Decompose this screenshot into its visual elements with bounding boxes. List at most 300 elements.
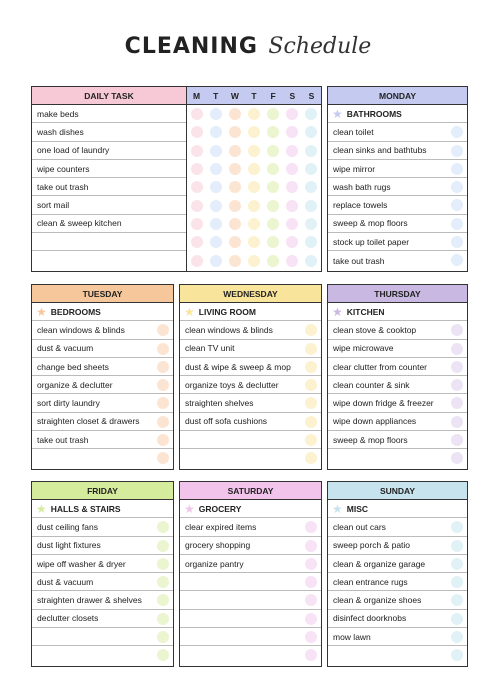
tuesday-task-label: change bed sheets — [37, 361, 109, 372]
day-checkbox[interactable] — [267, 255, 279, 267]
sunday-task-row — [328, 573, 467, 591]
daily-checkbox-row — [187, 105, 321, 123]
monday-task-row — [328, 142, 467, 160]
monday-task-label: clean sinks and bathtubs — [333, 145, 427, 156]
task-checkbox[interactable] — [157, 416, 169, 428]
friday-task-row — [32, 628, 173, 646]
saturday-box — [179, 481, 322, 667]
day-checkbox[interactable] — [248, 255, 260, 267]
sunday-room-label: MISC — [346, 503, 369, 514]
day-checkbox[interactable] — [305, 163, 317, 175]
star-icon: ★ — [184, 304, 195, 319]
day-checkbox[interactable] — [229, 163, 241, 175]
thursday-room-label: KITCHEN — [346, 306, 385, 317]
task-checkbox[interactable] — [451, 434, 463, 446]
wednesday-room-row — [180, 303, 321, 321]
task-checkbox[interactable] — [451, 163, 463, 175]
weekday-label: W — [230, 90, 239, 101]
tuesday-task-row — [32, 449, 173, 467]
task-checkbox[interactable] — [451, 576, 463, 588]
tuesday-task-label: sort dirty laundry — [37, 398, 100, 409]
tuesday-task-row — [32, 394, 173, 412]
day-checkbox[interactable] — [210, 163, 222, 175]
day-checkbox[interactable] — [229, 236, 241, 248]
wednesday-task-list — [180, 303, 321, 468]
day-checkbox[interactable] — [191, 181, 203, 193]
sunday-task-label: clean & organize shoes — [333, 595, 422, 606]
tuesday-room-row — [32, 303, 173, 321]
day-checkbox[interactable] — [286, 218, 298, 230]
daily-task-row — [32, 233, 186, 251]
day-checkbox[interactable] — [248, 108, 260, 120]
wednesday-task-row — [180, 449, 321, 467]
friday-task-row — [32, 537, 173, 555]
wednesday-task-row — [180, 340, 321, 358]
task-checkbox[interactable] — [451, 145, 463, 157]
friday-task-row — [32, 610, 173, 628]
task-checkbox[interactable] — [451, 254, 463, 266]
wednesday-task-label: organize toys & declutter — [185, 379, 279, 390]
day-checkbox[interactable] — [267, 200, 279, 212]
task-checkbox[interactable] — [305, 631, 317, 643]
friday-task-row — [32, 591, 173, 609]
day-checkbox[interactable] — [267, 218, 279, 230]
thursday-header: THURSDAY — [328, 285, 467, 303]
wednesday-task-label: straighten shelves — [185, 398, 254, 409]
daily-task-row — [32, 251, 186, 269]
day-checkbox[interactable] — [286, 181, 298, 193]
sunday-header: SUNDAY — [328, 482, 467, 500]
friday-task-label: declutter closets — [37, 613, 99, 624]
monday-task-label: take out trash — [333, 255, 385, 266]
day-checkbox[interactable] — [191, 145, 203, 157]
day-checkbox[interactable] — [191, 163, 203, 175]
monday-task-row — [328, 215, 467, 233]
day-checkbox[interactable] — [286, 236, 298, 248]
monday-task-row — [328, 123, 467, 141]
day-checkbox[interactable] — [286, 255, 298, 267]
day-checkbox[interactable] — [191, 200, 203, 212]
wednesday-task-label: clean windows & blinds — [185, 324, 273, 335]
day-checkbox[interactable] — [305, 200, 317, 212]
daily-task-row — [32, 160, 186, 178]
thursday-task-label: clear clutter from counter — [333, 361, 428, 372]
tuesday-task-row — [32, 340, 173, 358]
task-checkbox[interactable] — [451, 397, 463, 409]
day-checkbox[interactable] — [229, 145, 241, 157]
title-main: CLEANING — [124, 34, 258, 59]
saturday-task-row — [180, 646, 321, 664]
day-checkbox[interactable] — [267, 108, 279, 120]
sunday-task-label: mow lawn — [333, 631, 371, 642]
wednesday-task-row — [180, 431, 321, 449]
task-checkbox[interactable] — [451, 649, 463, 661]
day-checkbox[interactable] — [248, 236, 260, 248]
day-checkbox[interactable] — [229, 255, 241, 267]
task-checkbox[interactable] — [305, 416, 317, 428]
star-icon: ★ — [36, 501, 47, 516]
thursday-task-label: wipe down appliances — [333, 416, 417, 427]
monday-room-label: BATHROOMS — [346, 108, 402, 119]
thursday-task-row — [328, 376, 467, 394]
page-title — [0, 34, 496, 59]
weekday-label: M — [193, 90, 201, 101]
monday-task-row — [328, 178, 467, 196]
saturday-task-label: grocery shopping — [185, 540, 251, 551]
thursday-task-row — [328, 321, 467, 339]
tuesday-task-label: take out trash — [37, 434, 89, 445]
monday-box — [327, 86, 468, 272]
tuesday-header: TUESDAY — [32, 285, 173, 303]
task-checkbox[interactable] — [157, 558, 169, 570]
star-icon: ★ — [36, 304, 47, 319]
day-checkbox[interactable] — [248, 126, 260, 138]
monday-header: MONDAY — [328, 87, 467, 105]
task-checkbox[interactable] — [157, 324, 169, 336]
weekday-header — [187, 87, 321, 105]
wednesday-box — [179, 284, 322, 470]
daily-checkbox-row — [187, 178, 321, 196]
saturday-header: SATURDAY — [180, 482, 321, 500]
daily-task-label: one load of laundry — [37, 145, 110, 156]
monday-task-list — [328, 105, 467, 270]
thursday-task-label: wipe microwave — [333, 343, 394, 354]
daily-task-row — [32, 215, 186, 233]
daily-checkbox-row — [187, 142, 321, 160]
thursday-task-row — [328, 358, 467, 376]
task-checkbox[interactable] — [305, 343, 317, 355]
task-checkbox[interactable] — [451, 218, 463, 230]
task-checkbox[interactable] — [157, 576, 169, 588]
tuesday-task-row — [32, 321, 173, 339]
sunday-task-label: clean & organize garage — [333, 558, 426, 569]
wednesday-task-row — [180, 358, 321, 376]
day-checkbox[interactable] — [267, 126, 279, 138]
thursday-task-row — [328, 340, 467, 358]
task-checkbox[interactable] — [451, 558, 463, 570]
saturday-room-row — [180, 500, 321, 518]
task-checkbox[interactable] — [305, 379, 317, 391]
wednesday-task-label: clean TV unit — [185, 343, 235, 354]
monday-task-label: wipe mirror — [333, 163, 376, 174]
sunday-task-label: sweep porch & patio — [333, 540, 411, 551]
star-icon: ★ — [184, 501, 195, 516]
friday-task-list — [32, 500, 173, 665]
day-checkbox[interactable] — [210, 200, 222, 212]
daily-task-row — [32, 123, 186, 141]
task-checkbox[interactable] — [451, 181, 463, 193]
saturday-task-row — [180, 628, 321, 646]
task-checkbox[interactable] — [305, 324, 317, 336]
task-checkbox[interactable] — [157, 361, 169, 373]
day-checkbox[interactable] — [286, 126, 298, 138]
thursday-box — [327, 284, 468, 470]
friday-task-label: dust ceiling fans — [37, 521, 98, 532]
wednesday-task-row — [180, 394, 321, 412]
daily-task-label: wipe counters — [37, 163, 90, 174]
tuesday-task-row — [32, 431, 173, 449]
day-checkbox[interactable] — [305, 108, 317, 120]
star-icon: ★ — [332, 501, 343, 516]
daily-checkbox-row — [187, 251, 321, 269]
sunday-box — [327, 481, 468, 667]
thursday-task-row — [328, 394, 467, 412]
saturday-task-row — [180, 610, 321, 628]
friday-header: FRIDAY — [32, 482, 173, 500]
task-checkbox[interactable] — [451, 452, 463, 464]
thursday-task-list — [328, 303, 467, 468]
daily-task-list — [32, 105, 186, 270]
day-checkbox[interactable] — [229, 218, 241, 230]
day-checkbox[interactable] — [229, 126, 241, 138]
wednesday-header: WEDNESDAY — [180, 285, 321, 303]
thursday-task-label: clean stove & cooktop — [333, 324, 417, 335]
day-checkbox[interactable] — [267, 145, 279, 157]
friday-task-label: dust & vacuum — [37, 576, 94, 587]
weekday-label: S — [289, 90, 296, 101]
day-checkbox[interactable] — [229, 181, 241, 193]
tuesday-task-label: dust & vacuum — [37, 343, 94, 354]
tuesday-task-label: straighten closet & drawers — [37, 416, 140, 427]
sunday-task-row — [328, 537, 467, 555]
star-icon: ★ — [332, 106, 343, 121]
task-checkbox[interactable] — [157, 379, 169, 391]
task-checkbox[interactable] — [305, 649, 317, 661]
task-checkbox[interactable] — [451, 236, 463, 248]
day-checkbox[interactable] — [286, 108, 298, 120]
day-checkbox[interactable] — [305, 126, 317, 138]
friday-task-row — [32, 555, 173, 573]
day-checkbox[interactable] — [267, 181, 279, 193]
task-checkbox[interactable] — [305, 434, 317, 446]
tuesday-box — [31, 284, 174, 470]
day-checkbox[interactable] — [210, 145, 222, 157]
day-checkbox[interactable] — [267, 163, 279, 175]
thursday-room-row — [328, 303, 467, 321]
monday-task-label: clean toilet — [333, 126, 374, 137]
sunday-task-row — [328, 646, 467, 664]
day-checkbox[interactable] — [286, 145, 298, 157]
task-checkbox[interactable] — [451, 324, 463, 336]
task-checkbox[interactable] — [305, 558, 317, 570]
task-checkbox[interactable] — [157, 594, 169, 606]
weekday-label: T — [251, 90, 257, 101]
task-checkbox[interactable] — [451, 416, 463, 428]
weekday-label: S — [308, 90, 315, 101]
friday-room-label: HALLS & STAIRS — [50, 503, 121, 514]
daily-task-label: make beds — [37, 108, 79, 119]
daily-checkbox-grid — [187, 105, 321, 270]
daily-checkbox-row — [187, 196, 321, 214]
thursday-task-label: wipe down fridge & freezer — [333, 398, 434, 409]
daily-task-row — [32, 142, 186, 160]
tuesday-task-row — [32, 376, 173, 394]
saturday-task-row — [180, 555, 321, 573]
day-checkbox[interactable] — [305, 218, 317, 230]
task-checkbox[interactable] — [305, 576, 317, 588]
task-checkbox[interactable] — [305, 397, 317, 409]
monday-task-row — [328, 160, 467, 178]
task-checkbox[interactable] — [305, 361, 317, 373]
day-checkbox[interactable] — [191, 126, 203, 138]
task-checkbox[interactable] — [305, 521, 317, 533]
daily-task-header: DAILY TASK — [32, 87, 186, 105]
daily-task-row — [32, 178, 186, 196]
wednesday-task-row — [180, 321, 321, 339]
wednesday-task-row — [180, 376, 321, 394]
task-checkbox[interactable] — [157, 631, 169, 643]
day-checkbox[interactable] — [191, 108, 203, 120]
friday-task-label: straighten drawer & shelves — [37, 595, 142, 606]
tuesday-room-label: BEDROOMS — [50, 306, 101, 317]
task-checkbox[interactable] — [451, 343, 463, 355]
sunday-task-label: clean entrance rugs — [333, 576, 408, 587]
monday-room-row — [328, 105, 467, 123]
task-checkbox[interactable] — [451, 540, 463, 552]
day-checkbox[interactable] — [267, 236, 279, 248]
saturday-task-row — [180, 591, 321, 609]
day-checkbox[interactable] — [210, 126, 222, 138]
task-checkbox[interactable] — [451, 521, 463, 533]
monday-task-label: sweep & mop floors — [333, 218, 408, 229]
saturday-task-row — [180, 537, 321, 555]
monday-task-row — [328, 251, 467, 269]
title-script: Schedule — [268, 34, 372, 59]
task-checkbox[interactable] — [157, 613, 169, 625]
day-checkbox[interactable] — [305, 145, 317, 157]
daily-task-row — [32, 105, 186, 123]
task-checkbox[interactable] — [451, 379, 463, 391]
daily-checkbox-row — [187, 160, 321, 178]
daily-task-label: wash dishes — [37, 126, 84, 137]
daily-task-box — [31, 86, 322, 272]
day-checkbox[interactable] — [191, 236, 203, 248]
day-checkbox[interactable] — [191, 255, 203, 267]
task-checkbox[interactable] — [157, 540, 169, 552]
thursday-task-label: sweep & mop floors — [333, 434, 408, 445]
daily-task-label: sort mail — [37, 200, 70, 211]
weekday-label: T — [213, 90, 219, 101]
daily-task-label: clean & sweep kitchen — [37, 218, 122, 229]
monday-task-row — [328, 196, 467, 214]
day-checkbox[interactable] — [210, 236, 222, 248]
monday-task-row — [328, 233, 467, 251]
friday-task-row — [32, 646, 173, 664]
saturday-task-label: clear expired items — [185, 521, 257, 532]
day-checkbox[interactable] — [248, 181, 260, 193]
day-checkbox[interactable] — [248, 200, 260, 212]
sunday-room-row — [328, 500, 467, 518]
sunday-task-row — [328, 591, 467, 609]
monday-task-label: stock up toilet paper — [333, 236, 410, 247]
sunday-task-list — [328, 500, 467, 665]
day-checkbox[interactable] — [210, 108, 222, 120]
tuesday-task-row — [32, 358, 173, 376]
day-checkbox[interactable] — [286, 163, 298, 175]
task-checkbox[interactable] — [305, 452, 317, 464]
sunday-task-row — [328, 610, 467, 628]
friday-task-row — [32, 518, 173, 536]
saturday-task-row — [180, 573, 321, 591]
task-checkbox[interactable] — [157, 452, 169, 464]
task-checkbox[interactable] — [451, 126, 463, 138]
saturday-room-label: GROCERY — [198, 503, 242, 514]
wednesday-room-label: LIVING ROOM — [198, 306, 256, 317]
day-checkbox[interactable] — [305, 255, 317, 267]
star-icon: ★ — [332, 304, 343, 319]
friday-box — [31, 481, 174, 667]
wednesday-task-label: dust & wipe & sweep & mop — [185, 361, 291, 372]
task-checkbox[interactable] — [451, 613, 463, 625]
weekday-label: F — [270, 90, 276, 101]
task-checkbox[interactable] — [451, 594, 463, 606]
monday-task-label: replace towels — [333, 200, 388, 211]
thursday-task-label: clean counter & sink — [333, 379, 410, 390]
day-checkbox[interactable] — [191, 218, 203, 230]
sunday-task-row — [328, 518, 467, 536]
daily-task-label: take out trash — [37, 181, 89, 192]
friday-task-label: dust light fixtures — [37, 540, 101, 551]
daily-checkbox-row — [187, 123, 321, 141]
day-checkbox[interactable] — [248, 163, 260, 175]
day-checkbox[interactable] — [305, 181, 317, 193]
tuesday-task-row — [32, 413, 173, 431]
thursday-task-row — [328, 413, 467, 431]
day-checkbox[interactable] — [210, 255, 222, 267]
tuesday-task-label: organize & declutter — [37, 379, 113, 390]
wednesday-task-label: dust off sofa cushions — [185, 416, 268, 427]
daily-task-row — [32, 196, 186, 214]
sunday-task-row — [328, 555, 467, 573]
sunday-task-row — [328, 628, 467, 646]
monday-task-label: wash bath rugs — [333, 181, 391, 192]
day-checkbox[interactable] — [286, 200, 298, 212]
task-checkbox[interactable] — [451, 631, 463, 643]
saturday-task-row — [180, 518, 321, 536]
thursday-task-row — [328, 431, 467, 449]
friday-task-label: wipe off washer & dryer — [37, 558, 126, 569]
saturday-task-label: organize pantry — [185, 558, 244, 569]
daily-checkbox-row — [187, 233, 321, 251]
day-checkbox[interactable] — [248, 218, 260, 230]
task-checkbox[interactable] — [157, 343, 169, 355]
task-checkbox[interactable] — [157, 397, 169, 409]
day-checkbox[interactable] — [210, 218, 222, 230]
day-checkbox[interactable] — [229, 108, 241, 120]
daily-checkbox-row — [187, 215, 321, 233]
task-checkbox[interactable] — [451, 361, 463, 373]
task-checkbox[interactable] — [305, 594, 317, 606]
tuesday-task-label: clean windows & blinds — [37, 324, 125, 335]
day-checkbox[interactable] — [248, 145, 260, 157]
task-checkbox[interactable] — [157, 521, 169, 533]
day-checkbox[interactable] — [305, 236, 317, 248]
friday-room-row — [32, 500, 173, 518]
task-checkbox[interactable] — [451, 199, 463, 211]
thursday-task-row — [328, 449, 467, 467]
task-checkbox[interactable] — [305, 613, 317, 625]
day-checkbox[interactable] — [229, 200, 241, 212]
task-checkbox[interactable] — [157, 434, 169, 446]
friday-task-row — [32, 573, 173, 591]
task-checkbox[interactable] — [305, 540, 317, 552]
wednesday-task-row — [180, 413, 321, 431]
saturday-task-list — [180, 500, 321, 665]
sunday-task-label: clean out cars — [333, 521, 386, 532]
task-checkbox[interactable] — [157, 649, 169, 661]
tuesday-task-list — [32, 303, 173, 468]
day-checkbox[interactable] — [210, 181, 222, 193]
